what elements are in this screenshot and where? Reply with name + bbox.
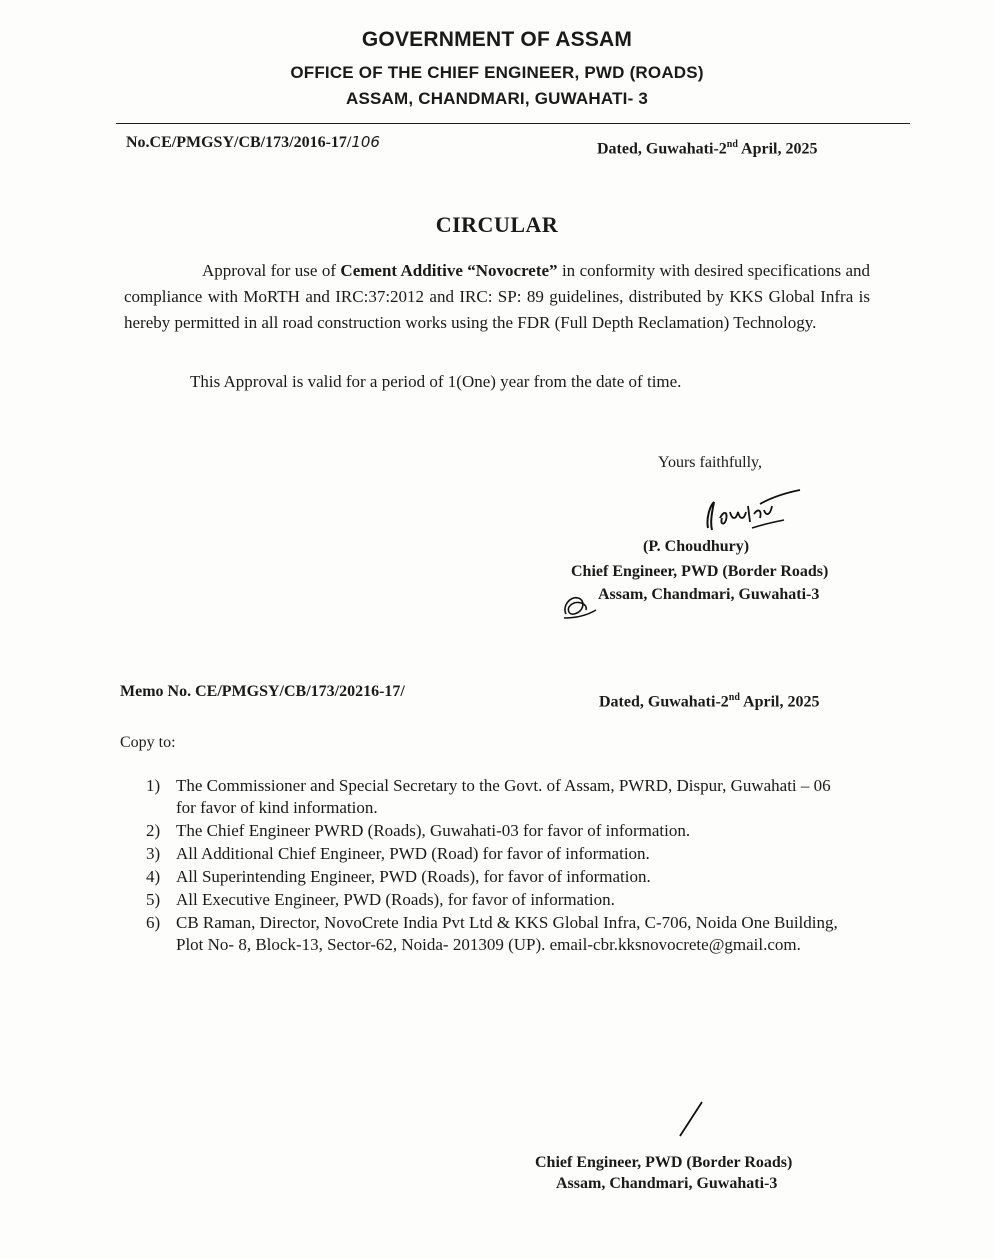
circular-paragraph-2: This Approval is valid for a period of 1(One) year from the date of time. bbox=[190, 372, 682, 391]
list-item-text: CB Raman, Director, NovoCrete India Pvt Ltd & KKS Global Infra, C-706, Noida One Building, Plot No- 8, Block-13, Sector-62, Noida- 201309 (UP). email-cbr.kksnovocrete@gmail.com. bbox=[176, 913, 838, 954]
circular-paragraph-1 bbox=[124, 258, 870, 336]
list-item-number: 4) bbox=[146, 867, 161, 886]
list-item bbox=[140, 912, 840, 956]
list-item bbox=[140, 843, 840, 865]
signer-name: (P. Choudhury) bbox=[643, 538, 750, 555]
header-government: GOVERNMENT OF ASSAM bbox=[361, 28, 633, 51]
signature-stroke-icon bbox=[676, 1100, 706, 1140]
reference-number-handwritten: 106 bbox=[351, 133, 380, 151]
para1-product: Cement Additive “Novocrete” bbox=[340, 261, 558, 280]
memo-date-suffix: April, 2025 bbox=[739, 693, 820, 711]
signer-title: Chief Engineer, PWD (Border Roads) bbox=[571, 563, 829, 580]
list-item bbox=[140, 889, 840, 911]
memo-date-prefix: Dated, Guwahati-2 bbox=[599, 693, 729, 711]
header-office: OFFICE OF THE CHIEF ENGINEER, PWD (ROADS) bbox=[290, 63, 704, 82]
reference-date-suffix: April, 2025 bbox=[737, 140, 818, 158]
list-item-text: The Commissioner and Special Secretary to the Govt. of Assam, PWRD, Dispur, Guwahati – 06 for favor of kind information. bbox=[176, 776, 831, 817]
reference-number-text: No.CE/PMGSY/CB/173/2016-17/ bbox=[126, 134, 352, 151]
circular-title: CIRCULAR bbox=[435, 212, 559, 237]
reference-date bbox=[597, 139, 817, 158]
memo-date bbox=[599, 692, 819, 711]
closing-salutation: Yours faithfully, bbox=[658, 454, 763, 471]
list-item bbox=[140, 820, 840, 842]
copy-to-label: Copy to: bbox=[120, 734, 176, 751]
footer-title: Chief Engineer, PWD (Border Roads) bbox=[535, 1154, 793, 1171]
list-item-text: The Chief Engineer PWRD (Roads), Guwahati-03 for favor of information. bbox=[176, 821, 691, 840]
header-divider bbox=[116, 123, 910, 124]
para1-end: in conformity with desired specifications and compliance with MoRTH and IRC:37:2012 and IRC: SP: 89 guidelines, distributed by KKS Global Infra is hereby permitted in all road construction works using the FDR (Full Depth Reclamation) Technology. bbox=[124, 261, 870, 332]
list-item bbox=[140, 775, 840, 819]
list-item-number: 1) bbox=[146, 776, 161, 795]
list-item-number: 3) bbox=[146, 844, 161, 863]
reference-date-sup: nd bbox=[726, 139, 738, 150]
memo-date-sup: nd bbox=[728, 692, 740, 703]
list-item-number: 6) bbox=[146, 913, 161, 932]
para1-start: Approval for use of bbox=[202, 261, 341, 280]
reference-date-prefix: Dated, Guwahati-2 bbox=[597, 140, 727, 158]
reference-number bbox=[126, 133, 380, 152]
initials-scribble-icon bbox=[560, 588, 600, 624]
header-address: ASSAM, CHANDMARI, GUWAHATI- 3 bbox=[345, 89, 649, 108]
handwritten-signature-icon bbox=[700, 488, 810, 536]
list-item-text: All Additional Chief Engineer, PWD (Road) for favor of information. bbox=[176, 844, 650, 863]
footer-address: Assam, Chandmari, Guwahati-3 bbox=[556, 1175, 778, 1192]
list-item bbox=[140, 866, 840, 888]
list-item-text: All Superintending Engineer, PWD (Roads), for favor of information. bbox=[176, 867, 651, 886]
list-item-number: 5) bbox=[146, 890, 161, 909]
list-item-number: 2) bbox=[146, 821, 161, 840]
signer-address: Assam, Chandmari, Guwahati-3 bbox=[598, 586, 820, 603]
copy-to-list bbox=[140, 775, 840, 957]
list-item-text: All Executive Engineer, PWD (Roads), for favor of information. bbox=[176, 890, 615, 909]
memo-number: Memo No. CE/PMGSY/CB/173/20216-17/ bbox=[120, 683, 405, 700]
